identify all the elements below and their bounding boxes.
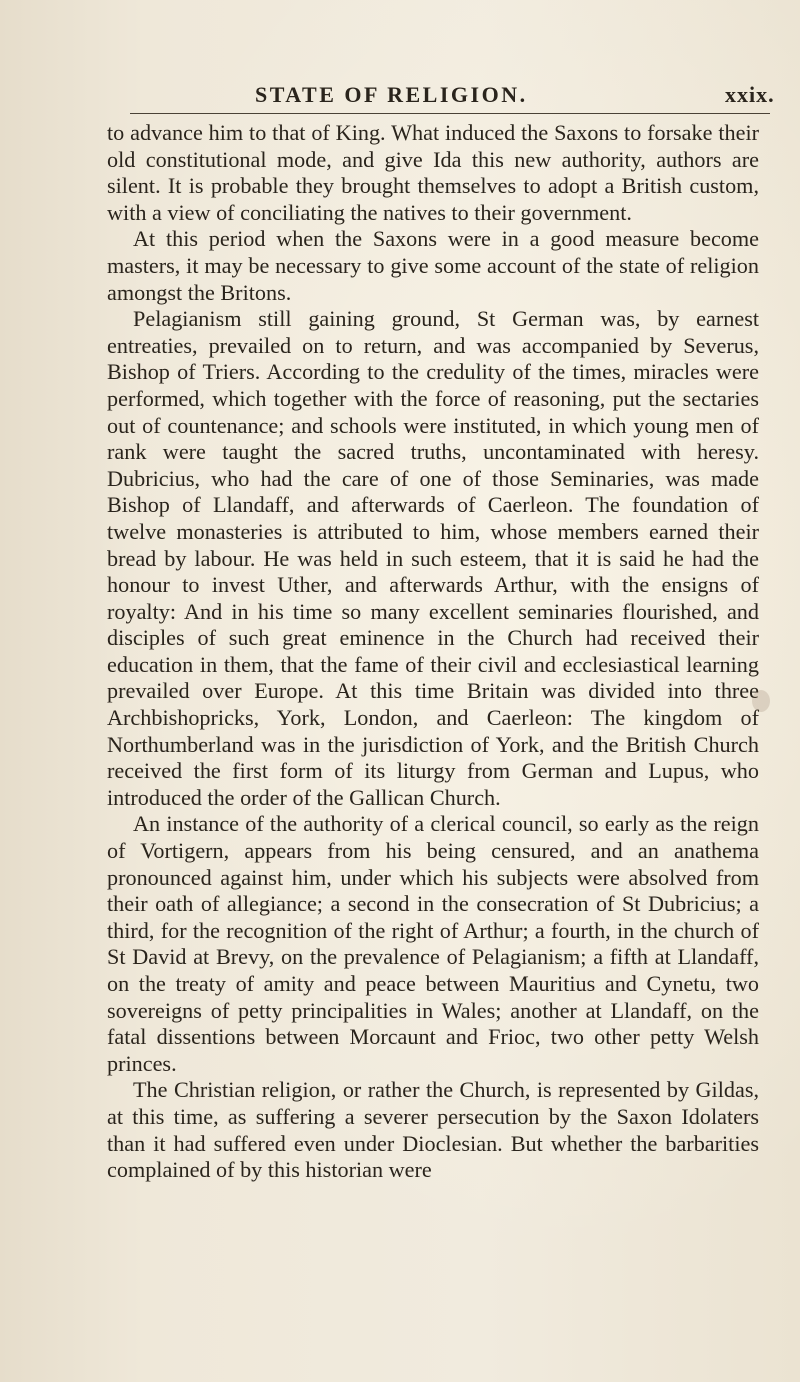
running-title: STATE OF RELIGION. [255, 82, 528, 107]
page-number: xxix. [725, 82, 775, 107]
paragraph-continued: to advance him to that of King. What induced the Saxons to forsake their old constitutional mode, and give Ida this new authority, authors are silent. It is probable they brought themselves to adopt a British custom, with a view of conciliating the natives to their government. [107, 120, 759, 225]
paper-stain [752, 690, 770, 712]
body-text [107, 120, 759, 1184]
paragraph: At this period when the Saxons were in a good measure become masters, it may be necessary to give some account of the state of religion amongst the Britons. [107, 226, 759, 305]
paragraph: The Christian religion, or rather the Church, is represented by Gildas, at this time, as suffering a severer persecution by the Saxon Idolaters than it had suffered even under Dioclesian. But whether the barbarities complained of by this historian were [107, 1077, 759, 1183]
running-head [255, 82, 775, 110]
header-rule [130, 113, 770, 114]
paragraph: Pelagianism still gaining ground, St German was, by earnest entreaties, prevailed on to return, and was accompanied by Severus, Bishop of Triers. According to the credulity of the times, miracles were performed, which together with the force of reasoning, put the sectaries out of countenance; and schools were instituted, in which young men of rank were taught the sacred truths, uncontaminated with heresy. Dubricius, who had the care of one of those Seminaries, was made Bishop of Llandaff, and afterwards of Caerleon. The foundation of twelve monasteries is attributed to him, whose members earned their bread by labour. He was held in such esteem, that it is said he had the honour to invest Uther, and afterwards Arthur, with the ensigns of royalty: And in his time so many excellent seminaries flourished, and disciples of such great eminence in the Church had received their education in them, that the fame of their civil and ecclesiastical learning prevailed over Europe. At this time Britain was divided into three Archbishopricks, York, London, and Caerleon: The kingdom of Northumberland was in the jurisdiction of York, and the British Church received the first form of its liturgy from German and Lupus, who introduced the order of the Gallican Church. [107, 306, 759, 810]
paragraph: An instance of the authority of a clerical council, so early as the reign of Vortigern, appears from his being censured, and an anathema pronounced against him, under which his subjects were absolved from their oath of allegiance; a second in the consecration of St Dubricius; a third, for the recognition of the right of Arthur; a fourth, in the church of St David at Brevy, on the prevalence of Pelagianism; a fifth at Llandaff, on the treaty of amity and peace between Mauritius and Cynetu, two sovereigns of petty principalities in Wales; another at Llandaff, on the fatal dissentions between Morcaunt and Frioc, two other petty Welsh princes. [107, 811, 759, 1076]
